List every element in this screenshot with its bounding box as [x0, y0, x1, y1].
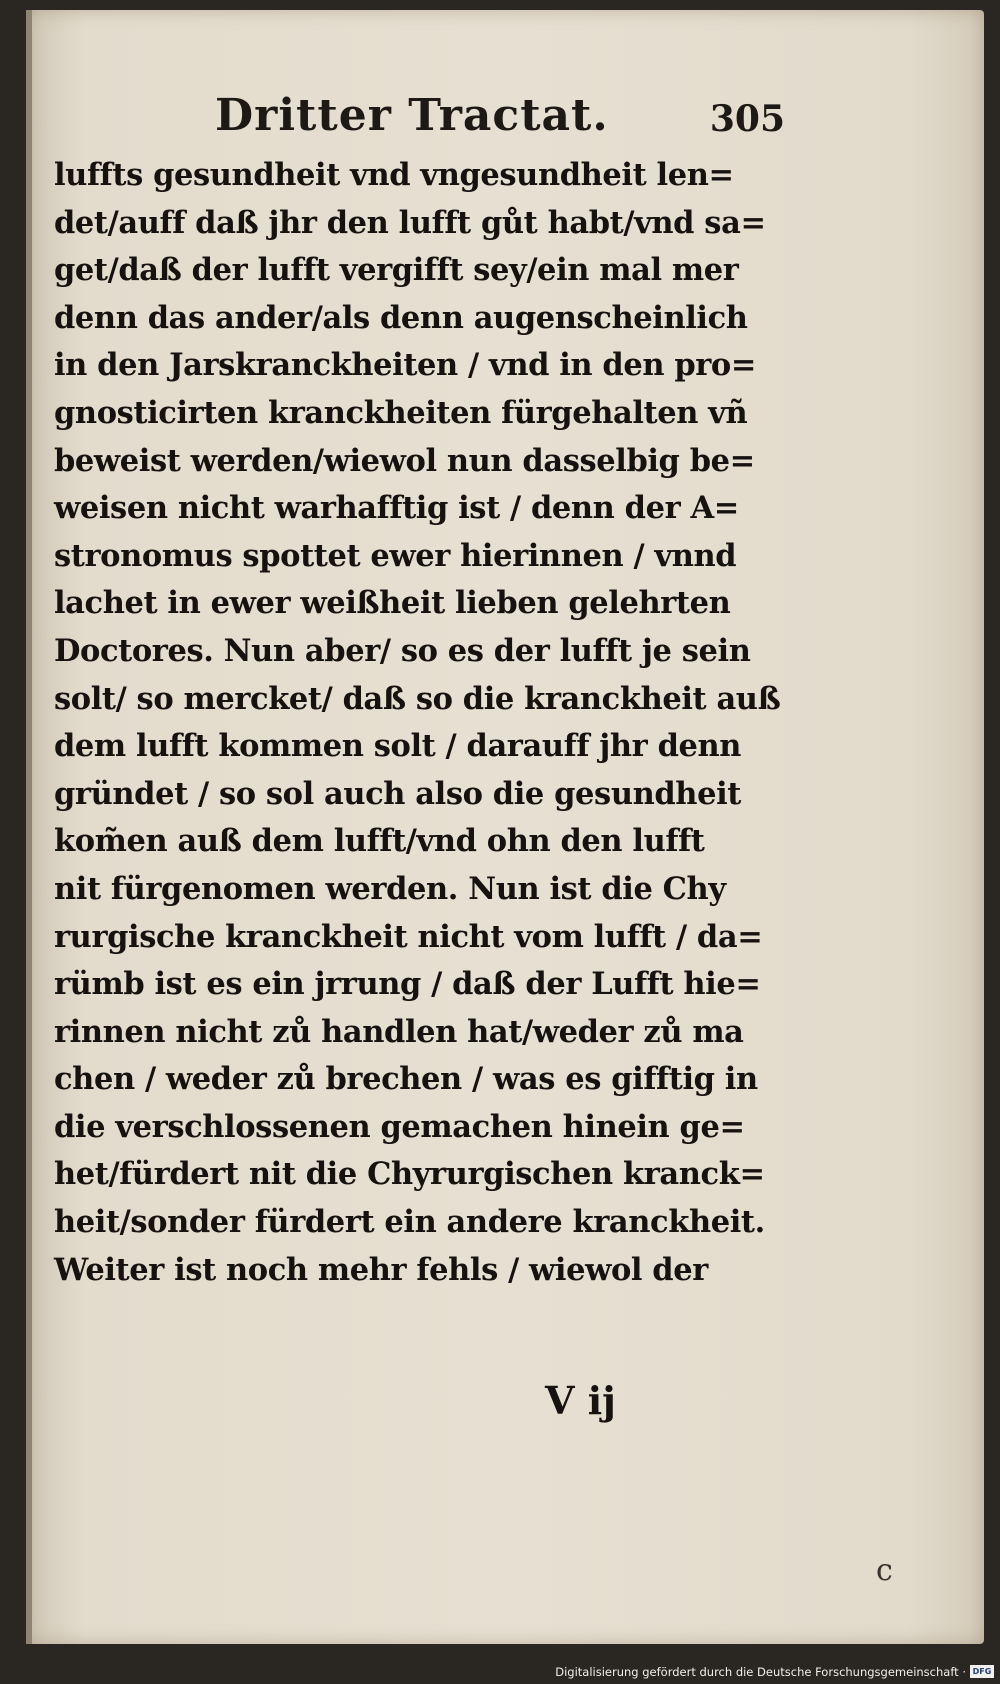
- text-line: chen / weder zů brechen / was es gifftig in: [54, 1061, 758, 1098]
- text-line: denn das ander/als denn augenscheinlich: [54, 299, 748, 336]
- text-line: heit/sonder fürdert ein andere kranckheit.: [54, 1204, 765, 1241]
- text-line: lachet in ewer weißheit lieben gelehrten: [54, 585, 731, 622]
- text-line: nit fürgenomen werden. Nun ist die Chy: [54, 870, 726, 907]
- text-line: gnosticirten kranckheiten fürgehalten vñ: [54, 394, 748, 431]
- page-header: [190, 90, 820, 150]
- page-gutter: [26, 10, 32, 1644]
- digitization-credit: Digitalisierung gefördert durch die Deutsche Forschungsgemeinschaft ·: [555, 1665, 966, 1679]
- text-line: kom̃en auß dem lufft/vnd ohn den lufft: [54, 823, 705, 860]
- text-line: rinnen nicht zů handlen hat/weder zů ma: [54, 1013, 744, 1050]
- text-line: Weiter ist noch mehr fehls / wiewol der: [54, 1251, 708, 1288]
- text-line: die verschlossenen gemachen hinein ge=: [54, 1108, 745, 1145]
- text-line: luffts gesundheit vnd vngesundheit len=: [54, 157, 734, 193]
- body-text: [54, 152, 814, 1294]
- signature-mark: V ij: [545, 1378, 616, 1423]
- text-line: beweist werden/wiewol nun dasselbig be=: [54, 442, 755, 479]
- text-line: stronomus spottet ewer hierinnen / vnnd: [54, 537, 737, 574]
- text-line: Doctores. Nun aber/ so es der lufft je sein: [54, 632, 751, 669]
- text-line: det/auff daß jhr den lufft gůt habt/vnd sa=: [54, 204, 766, 241]
- text-line: get/daß der lufft vergifft sey/ein mal mer: [54, 252, 739, 289]
- text-line: in den Jarskranckheiten / vnd in den pro=: [54, 347, 757, 384]
- text-line: rümb ist es ein jrrung / daß der Lufft hie=: [54, 966, 761, 1003]
- text-line: het/fürdert nit die Chyrurgischen kranck=: [54, 1156, 765, 1193]
- text-line: solt/ so mercket/ daß so die kranckheit auß: [54, 680, 781, 717]
- page-number: 305: [709, 98, 785, 140]
- running-head: Dritter Tractat.: [215, 90, 609, 141]
- text-line: weisen nicht warhafftig ist / denn der A=: [54, 490, 739, 527]
- text-line: dem lufft kommen solt / darauff jhr denn: [54, 728, 742, 765]
- dfg-logo: DFG: [970, 1665, 994, 1678]
- text-line: gründet / so sol auch also die gesundheit: [54, 775, 741, 812]
- corner-mark: c: [876, 1553, 893, 1588]
- text-line: rurgische kranckheit nicht vom lufft / da=: [54, 918, 763, 955]
